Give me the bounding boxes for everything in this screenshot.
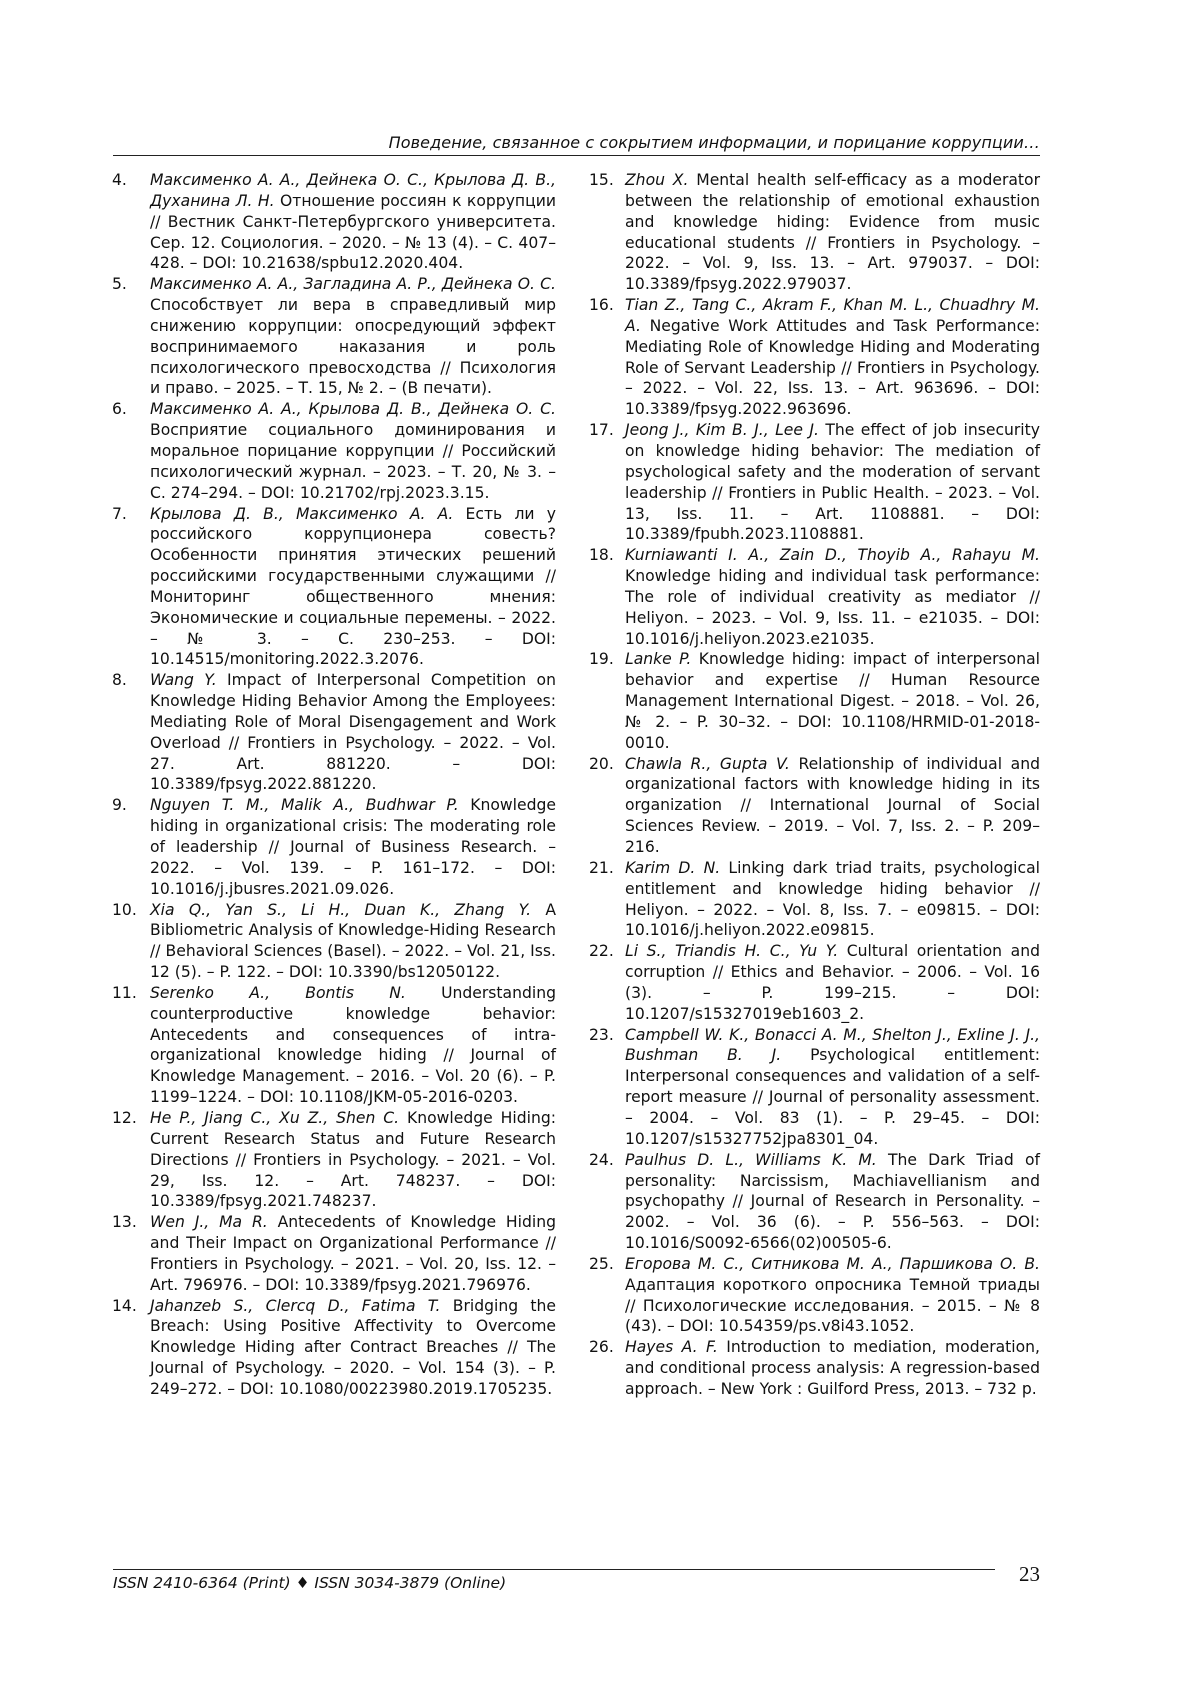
reference-item bbox=[112, 983, 556, 1108]
reference-body: Impact of Interpersonal Competition on Knowledge Hiding Behavior Among the Employees: Mediating Role of Moral Disengagement and Work Overload // Frontiers in Psychology. – 2022. – Vol. 27. Art. 881220. – DOI: 10.3389/fpsyg.2022.881220. bbox=[150, 671, 556, 794]
reference-body: Linking dark triad traits, psychological entitlement and knowledge hiding behavior // Heliyon. – 2022. – Vol. 8, Iss. 7. – e09815. – DOI: 10.1016/j.heliyon.2022.e09815. bbox=[625, 858, 1040, 940]
reference-body: Адаптация короткого опросника Темной триады // Психологические исследования. – 2015. – № 8 (43). – DOI: 10.54359/ps.v8i43.1052. bbox=[625, 1275, 1040, 1336]
reference-body: Способствует ли вера в справедливый мир снижению коррупции: опосредующий эффект воспринимаемого наказания и роль психологического превосходства // Психология и право. – 2025. – Т. 15, № 2. – (В печати). bbox=[150, 296, 556, 398]
reference-number: 14. bbox=[112, 1296, 137, 1315]
reference-authors: Wang Y. bbox=[150, 671, 217, 690]
reference-text bbox=[625, 941, 1040, 1024]
reference-body: Есть ли у российского коррупционера совесть? Особенности принятия этических решений российскими государственными служащими // Мониторинг общественного мнения: Экономические и социальные перемены. – 2022. – № 3. – С. 230–253. – DOI: 10.14515/monitoring.2022.3.2076. bbox=[150, 504, 557, 669]
reference-body: Cultural orientation and corruption // Ethics and Behavior. – 2006. – Vol. 16 (3). – P. 199–215. – DOI: 10.1207/s15327019eb1603_2. bbox=[625, 942, 1040, 1023]
reference-text bbox=[625, 754, 1040, 858]
reference-item bbox=[112, 1212, 556, 1295]
reference-body: Knowledge Hiding: Current Research Status and Future Research Directions // Frontiers in Psychology. – 2021. – Vol. 29, Iss. 12. – Art. 748237. – DOI: 10.3389/fpsyg.2021.748237. bbox=[150, 1108, 556, 1211]
reference-body: Knowledge hiding in organizational crisis: The moderating role of leadership // Journal of Business Research. – 2022. – Vol. 139. – P. 161–172. – DOI: 10.1016/j.jbusres.2021.09.026. bbox=[150, 796, 556, 898]
reference-authors: Максименко А. А., Крылова Д. В., Дейнека О. С. bbox=[150, 400, 556, 419]
reference-item bbox=[589, 941, 1040, 1024]
reference-list-right bbox=[589, 170, 1040, 1400]
reference-item bbox=[589, 754, 1040, 858]
reference-list-left bbox=[112, 170, 556, 1400]
references-column-left bbox=[112, 170, 556, 1400]
reference-item bbox=[112, 900, 556, 983]
reference-authors: Karim D. N. bbox=[625, 858, 721, 877]
reference-text bbox=[625, 858, 1040, 941]
reference-text bbox=[150, 900, 556, 983]
reference-body: Relationship of individual and organizational factors with knowledge hiding in its organization // International Journal of Social Sciences Review. – 2019. – Vol. 7, Iss. 2. – P. 209–216. bbox=[625, 754, 1040, 856]
reference-authors: Xia Q., Yan S., Li H., Duan K., Zhang Y. bbox=[150, 900, 532, 919]
reference-number: 20. bbox=[589, 754, 614, 773]
reference-number: 24. bbox=[589, 1150, 614, 1169]
footer-rule bbox=[113, 1569, 995, 1570]
reference-item bbox=[589, 1337, 1040, 1400]
reference-number: 21. bbox=[589, 858, 614, 877]
reference-item bbox=[589, 420, 1040, 545]
reference-body: Negative Work Attitudes and Task Performance: Mediating Role of Knowledge Hiding and Moderating Role of Servant Leadership // Frontiers in Psychology. – 2022. – Vol. 22, Iss. 13. – Art. 963696. – DOI: 10.3389/fpsyg.2022.963696. bbox=[625, 316, 1040, 419]
reference-number: 5. bbox=[112, 275, 127, 294]
reference-number: 15. bbox=[589, 171, 614, 189]
reference-authors: Крылова Д. В., Максименко А. А. bbox=[150, 504, 454, 523]
footer-issn: ISSN 2410-6364 (Print) ♦ ISSN 3034-3879 (Online) bbox=[113, 1574, 507, 1592]
reference-body: Knowledge hiding and individual task performance: The role of individual creativity as mediator // Heliyon. – 2023. – Vol. 9, Iss. 11. – e21035. – DOI: 10.1016/j.heliyon.2023.e21035. bbox=[625, 567, 1040, 648]
reference-item bbox=[112, 1296, 556, 1400]
reference-authors: Kurniawanti I. A., Zain D., Thoyib A., Rahayu M. bbox=[625, 546, 1040, 565]
reference-item bbox=[589, 858, 1040, 941]
reference-item bbox=[589, 649, 1040, 753]
reference-authors: He P., Jiang C., Xu Z., Shen C. bbox=[150, 1108, 400, 1127]
reference-number: 10. bbox=[112, 900, 137, 919]
reference-number: 18. bbox=[589, 546, 614, 565]
reference-number: 8. bbox=[112, 671, 127, 690]
reference-text bbox=[625, 420, 1040, 545]
reference-number: 25. bbox=[589, 1254, 614, 1273]
reference-number: 17. bbox=[589, 421, 614, 440]
reference-authors: Tian Z., Tang C., Akram F., Khan M. L., Chuadhry M. A. bbox=[625, 296, 1040, 335]
reference-item bbox=[112, 1108, 556, 1212]
reference-body: Отношение россиян к коррупции // Вестник Санкт-Петербургского университета. Сер. 12. Социология. – 2020. – № 13 (4). – С. 407–428. – DOI: 10.21638/spbu12.2020.404. bbox=[150, 191, 556, 273]
reference-body: Mental health self-efficacy as a moderator between the relationship of emotional exhaustion and knowledge hiding: Evidence from music educational students // Frontiers in Psychology. – 2022. – Vol. 9, Iss. 13. – Art. 979037. – DOI: 10.3389/fpsyg.2022.979037. bbox=[625, 171, 1040, 294]
reference-authors: Lanke P. bbox=[625, 650, 692, 669]
reference-item bbox=[589, 1025, 1040, 1150]
reference-item bbox=[589, 1150, 1040, 1254]
reference-body: Understanding counterproductive knowledge behavior: Antecedents and consequences of intra-organizational knowledge hiding // Journal of Knowledge Management. – 2016. – Vol. 20 (6). – P. 1199–1224. – DOI: 10.1108/JKM-05-2016-0203. bbox=[150, 983, 556, 1107]
reference-authors: Nguyen T. M., Malik A., Budhwar P. bbox=[150, 796, 459, 815]
reference-text bbox=[150, 1296, 556, 1400]
reference-body: Восприятие социального доминирования и моральное порицание коррупции // Российский психологический журнал. – 2023. – Т. 20, № 3. – С. 274–294. – DOI: 10.21702/rpj.2023.3.15. bbox=[150, 421, 556, 502]
reference-text bbox=[150, 1212, 556, 1295]
reference-number: 23. bbox=[589, 1025, 614, 1044]
reference-text bbox=[150, 670, 556, 795]
references-column-right bbox=[589, 170, 1040, 1400]
reference-item bbox=[589, 295, 1040, 420]
reference-authors: Serenko A., Bontis N. bbox=[150, 983, 406, 1002]
reference-number: 26. bbox=[589, 1338, 614, 1357]
reference-item bbox=[112, 670, 556, 795]
reference-authors: Chawla R., Gupta V. bbox=[625, 754, 790, 773]
reference-number: 7. bbox=[112, 504, 127, 523]
reference-number: 11. bbox=[112, 983, 137, 1002]
reference-authors: Wen J., Ma R. bbox=[150, 1213, 268, 1232]
reference-authors: Максименко А. А., Загладина А. Р., Дейнека О. С. bbox=[150, 275, 556, 294]
reference-text bbox=[625, 1025, 1040, 1150]
reference-text bbox=[625, 1254, 1040, 1337]
reference-text bbox=[150, 274, 556, 399]
reference-number: 19. bbox=[589, 650, 614, 669]
reference-number: 6. bbox=[112, 400, 127, 419]
reference-authors: Максименко А. А., Дейнека О. С., Крылова Д. В., Духанина Л. Н. bbox=[150, 171, 556, 210]
reference-text bbox=[150, 795, 556, 899]
reference-authors: Paulhus D. L., Williams K. M. bbox=[625, 1150, 877, 1169]
header-rule bbox=[113, 155, 1040, 156]
reference-item bbox=[112, 399, 556, 503]
reference-text bbox=[625, 649, 1040, 753]
reference-number: 4. bbox=[112, 171, 127, 189]
reference-authors: Li S., Triandis H. C., Yu Y. bbox=[625, 942, 839, 961]
reference-text bbox=[150, 399, 556, 503]
reference-item bbox=[589, 170, 1040, 295]
reference-body: Knowledge hiding: impact of interpersonal behavior and expertise // Human Resource Management International Digest. – 2018. – Vol. 26, № 2. – P. 30–32. – DOI: 10.1108/HRMID-01-2018-0010. bbox=[625, 650, 1040, 752]
reference-body: Introduction to mediation, moderation, and conditional process analysis: A regression-based approach. – New York : Guilford Press, 2013. – 732 p. bbox=[625, 1338, 1040, 1398]
reference-authors: Zhou X. bbox=[625, 171, 689, 189]
reference-number: 13. bbox=[112, 1213, 137, 1232]
reference-text bbox=[150, 170, 556, 274]
reference-number: 16. bbox=[589, 296, 614, 315]
reference-text bbox=[625, 295, 1040, 420]
reference-authors: Егорова М. С., Ситникова М. А., Паршикова О. В. bbox=[625, 1254, 1040, 1273]
reference-authors: Hayes A. F. bbox=[625, 1338, 718, 1357]
reference-item bbox=[112, 504, 556, 671]
reference-body: The effect of job insecurity on knowledge hiding behavior: The mediation of psychological safety and the moderation of servant leadership // Frontiers in Public Health. – 2023. – Vol. 13, Iss. 11. – Art. 1108881. – DOI: 10.3389/fpubh.2023.1108881. bbox=[625, 421, 1040, 544]
reference-body: The Dark Triad of personality: Narcissism, Machiavellianism and psychopathy // Journal of Research in Personality. – 2002. – Vol. 36 (6). – P. 556–563. – DOI: 10.1016/S0092-6566(02)00505-6. bbox=[625, 1150, 1040, 1253]
reference-text bbox=[625, 1150, 1040, 1254]
reference-body: Psychological entitlement: Interpersonal consequences and validation of a self-report measure // Journal of personality assessment. – 2004. – Vol. 83 (1). – P. 29–45. – DOI: 10.1207/s15327752jpa8301_04. bbox=[625, 1046, 1040, 1148]
page-number: 23 bbox=[1019, 1562, 1040, 1586]
reference-authors: Jahanzeb S., Clercq D., Fatima T. bbox=[150, 1296, 441, 1315]
reference-body: A Bibliometric Analysis of Knowledge-Hiding Research // Behavioral Sciences (Basel). – 2022. – Vol. 21, Iss. 12 (5). – P. 122. – DOI: 10.3390/bs12050122. bbox=[150, 900, 556, 982]
running-header-title: Поведение, связанное с сокрытием информации, и порицание коррупции… bbox=[388, 133, 1040, 152]
reference-body: Bridging the Breach: Using Positive Affectivity to Overcome Knowledge Hiding after Contract Breaches // The Journal of Psychology. – 2020. – Vol. 154 (3). – P. 249–272. – DOI: 10.1080/00223980.2019.1705235. bbox=[150, 1296, 556, 1398]
reference-authors: Jeong J., Kim B. J., Lee J. bbox=[625, 421, 819, 440]
reference-text bbox=[150, 983, 556, 1108]
reference-text bbox=[150, 504, 556, 671]
reference-text bbox=[625, 545, 1040, 649]
reference-number: 9. bbox=[112, 796, 127, 815]
reference-text bbox=[625, 1337, 1040, 1400]
reference-item bbox=[112, 795, 556, 899]
reference-body: Antecedents of Knowledge Hiding and Their Impact on Organizational Performance // Frontiers in Psychology. – 2021. – Vol. 20, Iss. 12. – Art. 796976. – DOI: 10.3389/fpsyg.2021.796976. bbox=[150, 1213, 556, 1294]
reference-authors: Campbell W. K., Bonacci A. M., Shelton J., Exline J. J., Bushman B. J. bbox=[625, 1025, 1040, 1065]
reference-item bbox=[589, 1254, 1040, 1337]
reference-number: 12. bbox=[112, 1108, 137, 1127]
reference-item bbox=[112, 170, 556, 274]
reference-text bbox=[150, 1108, 556, 1212]
reference-number: 22. bbox=[589, 942, 614, 961]
reference-item bbox=[112, 274, 556, 399]
reference-item bbox=[589, 545, 1040, 649]
reference-text bbox=[625, 170, 1040, 295]
